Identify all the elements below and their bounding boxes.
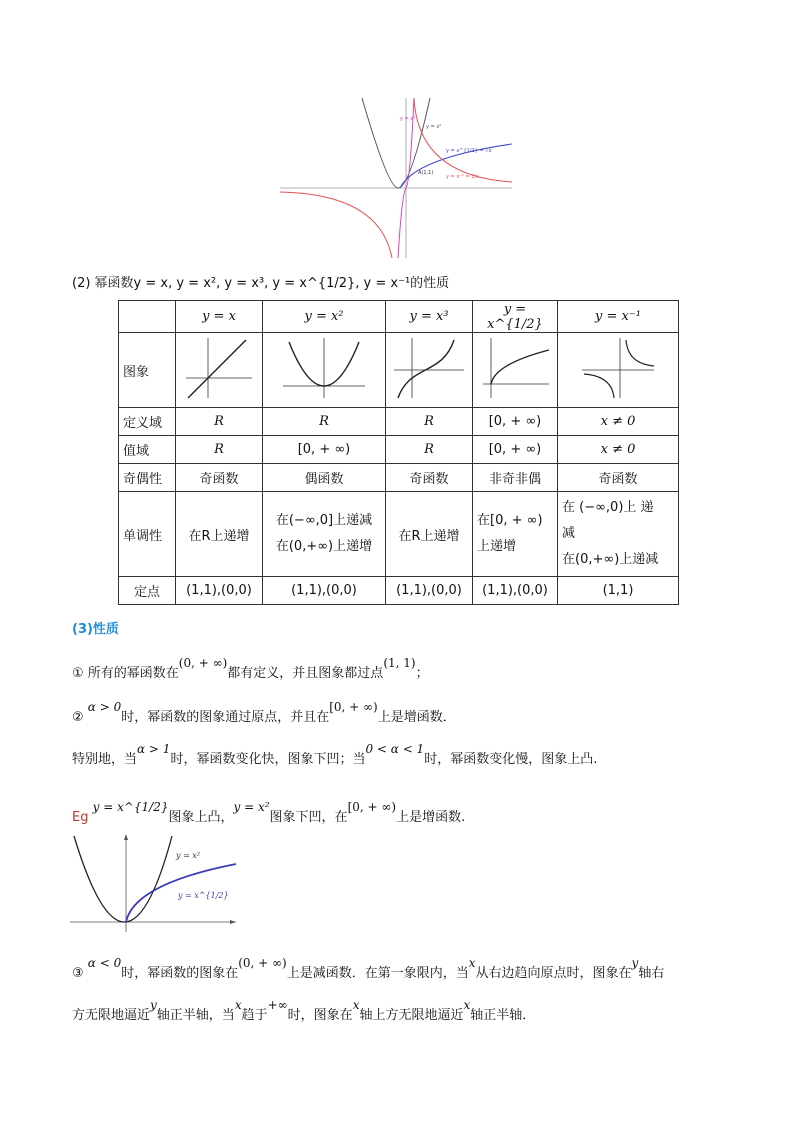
p5-text-d: 时，图象在 [287, 1008, 353, 1023]
domain-x: R [176, 408, 263, 436]
range-x: R [176, 436, 263, 464]
domain-x3: R [386, 408, 473, 436]
eg-graph-label-x2: y = x² [176, 851, 201, 860]
property-1 [72, 656, 429, 681]
parity-sqrt: 非奇非偶 [473, 464, 558, 492]
mono-inv [558, 492, 679, 577]
graph-y-sqrt [479, 336, 551, 400]
header-y-x3: y = x³ [386, 301, 473, 333]
label-point-a: A(1,1) [418, 170, 434, 176]
eg-text-d: 上是增函数. [396, 810, 466, 825]
parity-x2: 偶函数 [263, 464, 386, 492]
p5-math-2: x [234, 998, 242, 1012]
graph-cell-inv [558, 333, 679, 408]
example-graph [68, 832, 240, 934]
p4-math-1: α < 0 [87, 956, 122, 970]
header-y-x2: y = x² [263, 301, 386, 333]
p2-text-c: 上是增函数． [377, 710, 456, 725]
p5-math-4: x [352, 998, 360, 1012]
p3-text-b: 时，幂函数变化快，图象下凹；当 [170, 752, 366, 767]
p1-math-1: (0, + ∞) [178, 656, 228, 670]
p4-math-4: y [631, 956, 639, 970]
table-row-graph [119, 333, 679, 408]
p2-text-b: 时，幂函数的图象通过原点，并且在 [121, 710, 330, 725]
mono-x3: 在R上递增 [386, 492, 473, 577]
p5-text-c: 趋于 [241, 1008, 268, 1023]
p4-text-e: 轴右 [638, 966, 665, 981]
fixed-x2: (1,1),(0,0) [263, 577, 386, 605]
domain-inv: x ≠ 0 [558, 408, 679, 436]
graph-y-x2 [279, 336, 369, 400]
power-functions-graph [280, 98, 512, 258]
mono-sqrt-line2: 上递增 [477, 539, 517, 554]
graph-y-x [184, 336, 254, 400]
p2-text-a: ② [72, 710, 84, 725]
table-row-domain [119, 408, 679, 436]
property-2-special [72, 742, 598, 767]
mono-sqrt-line1: 在[0, + ∞) [477, 513, 543, 528]
row-label-graph: 图象 [119, 333, 176, 408]
mono-sqrt [473, 492, 558, 577]
p4-text-d: 从右边趋向原点时，图象在 [475, 966, 632, 981]
p3-text-c: 时，幂函数变化慢，图象上凸. [424, 752, 598, 767]
eg-math-2: y = x² [233, 800, 270, 814]
mono-inv-line3: 在(0,+∞)上递减 [562, 552, 659, 567]
p1-text-b: 都有定义，并且图象都过点 [227, 666, 384, 681]
table-row-monotonic [119, 492, 679, 577]
graph-cell-x [176, 333, 263, 408]
p1-text-a: ① 所有的幂函数在 [72, 666, 179, 681]
row-label-parity: 奇偶性 [119, 464, 176, 492]
label-inv: y = x⁻¹ = 1/x [446, 174, 480, 180]
header-y-inv: y = x⁻¹ [558, 301, 679, 333]
p5-text-b: 轴正半轴，当 [156, 1008, 235, 1023]
p5-text-a: 方无限地逼近 [72, 1008, 151, 1023]
empty-corner [119, 301, 176, 333]
property-2 [72, 700, 456, 725]
mono-x2-line1: 在(−∞,0]上递减 [275, 513, 373, 528]
p4-math-2: (0, + ∞) [238, 956, 287, 970]
label-sqrt: y = x^{1/2} = √x [446, 148, 492, 154]
graph-y-x3 [392, 336, 466, 400]
p5-text-e: 轴上方无限地逼近 [359, 1008, 464, 1023]
label-x2: y = x² [426, 124, 442, 130]
range-sqrt: [0, + ∞) [473, 436, 558, 464]
range-inv: x ≠ 0 [558, 436, 679, 464]
fixed-x3: (1,1),(0,0) [386, 577, 473, 605]
parity-x3: 奇函数 [386, 464, 473, 492]
row-label-monotonic: 单调性 [119, 492, 176, 577]
eg-math-1: y = x^{1/2} [92, 800, 169, 814]
parity-x: 奇函数 [176, 464, 263, 492]
graph-cell-x3 [386, 333, 473, 408]
domain-x2: R [263, 408, 386, 436]
p5-text-f: 轴正半轴． [470, 1008, 536, 1023]
p4-math-3: x [468, 956, 476, 970]
header-y-x: y = x [176, 301, 263, 333]
row-label-range: 值域 [119, 436, 176, 464]
eg-text-b: 图象上凸， [168, 810, 234, 825]
row-label-fixed: 定点 [119, 577, 176, 605]
graph-cell-x2 [263, 333, 386, 408]
mono-x: 在R上递增 [176, 492, 263, 577]
table-row-range [119, 436, 679, 464]
graph-y-inv [578, 336, 658, 400]
fixed-x: (1,1),(0,0) [176, 577, 263, 605]
table-header-row [119, 301, 679, 333]
property-3 [72, 956, 665, 981]
property-3-continued [72, 998, 536, 1023]
graph-cell-sqrt [473, 333, 558, 408]
p4-text-c: 上是减函数．在第一象限内，当 [286, 966, 469, 981]
fixed-sqrt: (1,1),(0,0) [473, 577, 558, 605]
eg-label: Eg [72, 810, 89, 825]
table-row-parity [119, 464, 679, 492]
example-line [72, 800, 466, 825]
mono-x2 [263, 492, 386, 577]
label-x3: y = x³ [400, 116, 416, 122]
properties-table [118, 300, 679, 605]
p2-math-2: [0, + ∞) [329, 700, 378, 714]
mono-inv-line2: 减 [562, 526, 576, 541]
row-label-domain: 定义域 [119, 408, 176, 436]
p3-text-a: 特别地，当 [72, 752, 138, 767]
p4-text-a: ③ [72, 966, 84, 981]
range-x3: R [386, 436, 473, 464]
eg-math-3: [0, + ∞) [347, 800, 397, 814]
p5-math-5: x [463, 998, 471, 1012]
range-x2: [0, + ∞) [263, 436, 386, 464]
p5-math-3: +∞ [267, 998, 288, 1012]
fixed-inv: (1,1) [558, 577, 679, 605]
eg-graph-label-sqrt: y = x^{1/2} [178, 891, 229, 900]
table-row-fixed [119, 577, 679, 605]
section2-heading: (2) 幂函数y = x, y = x², y = x³, y = x^{1/2}, y = x⁻¹的性质 [72, 276, 450, 291]
parity-inv: 奇函数 [558, 464, 679, 492]
domain-sqrt: [0, + ∞) [473, 408, 558, 436]
p3-math-2: 0 < α < 1 [365, 742, 425, 756]
mono-inv-line1: 在 (−∞,0)上 递 [562, 500, 654, 515]
p1-text-c: ； [415, 666, 429, 681]
section3-heading: (3)性质 [72, 622, 119, 637]
mono-x2-line2: 在(0,+∞)上递增 [275, 539, 373, 554]
eg-text-c: 图象下凹，在 [269, 810, 348, 825]
p1-math-2: (1, 1) [383, 656, 416, 670]
p2-math-1: α > 0 [87, 700, 122, 714]
p4-text-b: 时，幂函数的图象在 [121, 966, 239, 981]
header-y-sqrt: y = x^{1/2} [473, 301, 558, 333]
p3-math-1: α > 1 [137, 742, 171, 756]
p5-math-1: y [150, 998, 157, 1012]
